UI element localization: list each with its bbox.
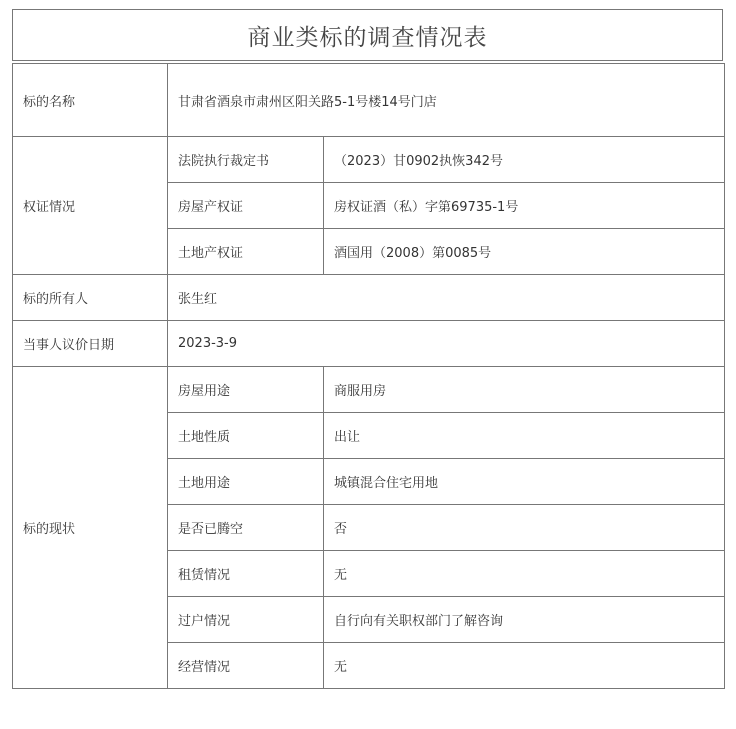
table-row-status-1 bbox=[13, 367, 725, 413]
rights-key-house-cert: 房屋产权证 bbox=[168, 183, 324, 229]
rights-key-land-cert: 土地产权证 bbox=[168, 229, 324, 275]
rights-value-court-ruling: （2023）甘0902执恢342号 bbox=[324, 137, 725, 183]
status-value-transfer: 自行向有关职权部门了解咨询 bbox=[324, 597, 725, 643]
rights-value-house-cert: 房权证酒（私）字第69735-1号 bbox=[324, 183, 725, 229]
survey-sheet bbox=[12, 9, 724, 729]
table-row-owner bbox=[13, 275, 725, 321]
row-value-owner: 张生红 bbox=[168, 275, 725, 321]
table-row-name bbox=[13, 64, 725, 137]
row-label-owner: 标的所有人 bbox=[13, 275, 168, 321]
status-key-vacated: 是否已腾空 bbox=[168, 505, 324, 551]
status-value-land-use: 城镇混合住宅用地 bbox=[324, 459, 725, 505]
row-label-rights: 权证情况 bbox=[13, 137, 168, 275]
status-value-operation: 无 bbox=[324, 643, 725, 689]
status-key-land-nature: 土地性质 bbox=[168, 413, 324, 459]
status-key-house-use: 房屋用途 bbox=[168, 367, 324, 413]
survey-table bbox=[12, 63, 725, 689]
rights-key-court-ruling: 法院执行裁定书 bbox=[168, 137, 324, 183]
table-row-rights-1 bbox=[13, 137, 725, 183]
status-key-transfer: 过户情况 bbox=[168, 597, 324, 643]
row-value-date: 2023-3-9 bbox=[168, 321, 725, 367]
status-key-lease: 租赁情况 bbox=[168, 551, 324, 597]
status-key-land-use: 土地用途 bbox=[168, 459, 324, 505]
status-value-land-nature: 出让 bbox=[324, 413, 725, 459]
row-value-name: 甘肃省酒泉市肃州区阳关路5-1号楼14号门店 bbox=[168, 64, 725, 137]
status-value-house-use: 商服用房 bbox=[324, 367, 725, 413]
rights-value-land-cert: 酒国用（2008）第0085号 bbox=[324, 229, 725, 275]
status-key-operation: 经营情况 bbox=[168, 643, 324, 689]
table-title: 商业类标的调查情况表 bbox=[12, 9, 723, 61]
row-label-name: 标的名称 bbox=[13, 64, 168, 137]
status-value-vacated: 否 bbox=[324, 505, 725, 551]
row-label-date: 当事人议价日期 bbox=[13, 321, 168, 367]
table-row-date bbox=[13, 321, 725, 367]
status-value-lease: 无 bbox=[324, 551, 725, 597]
row-label-status: 标的现状 bbox=[13, 367, 168, 689]
